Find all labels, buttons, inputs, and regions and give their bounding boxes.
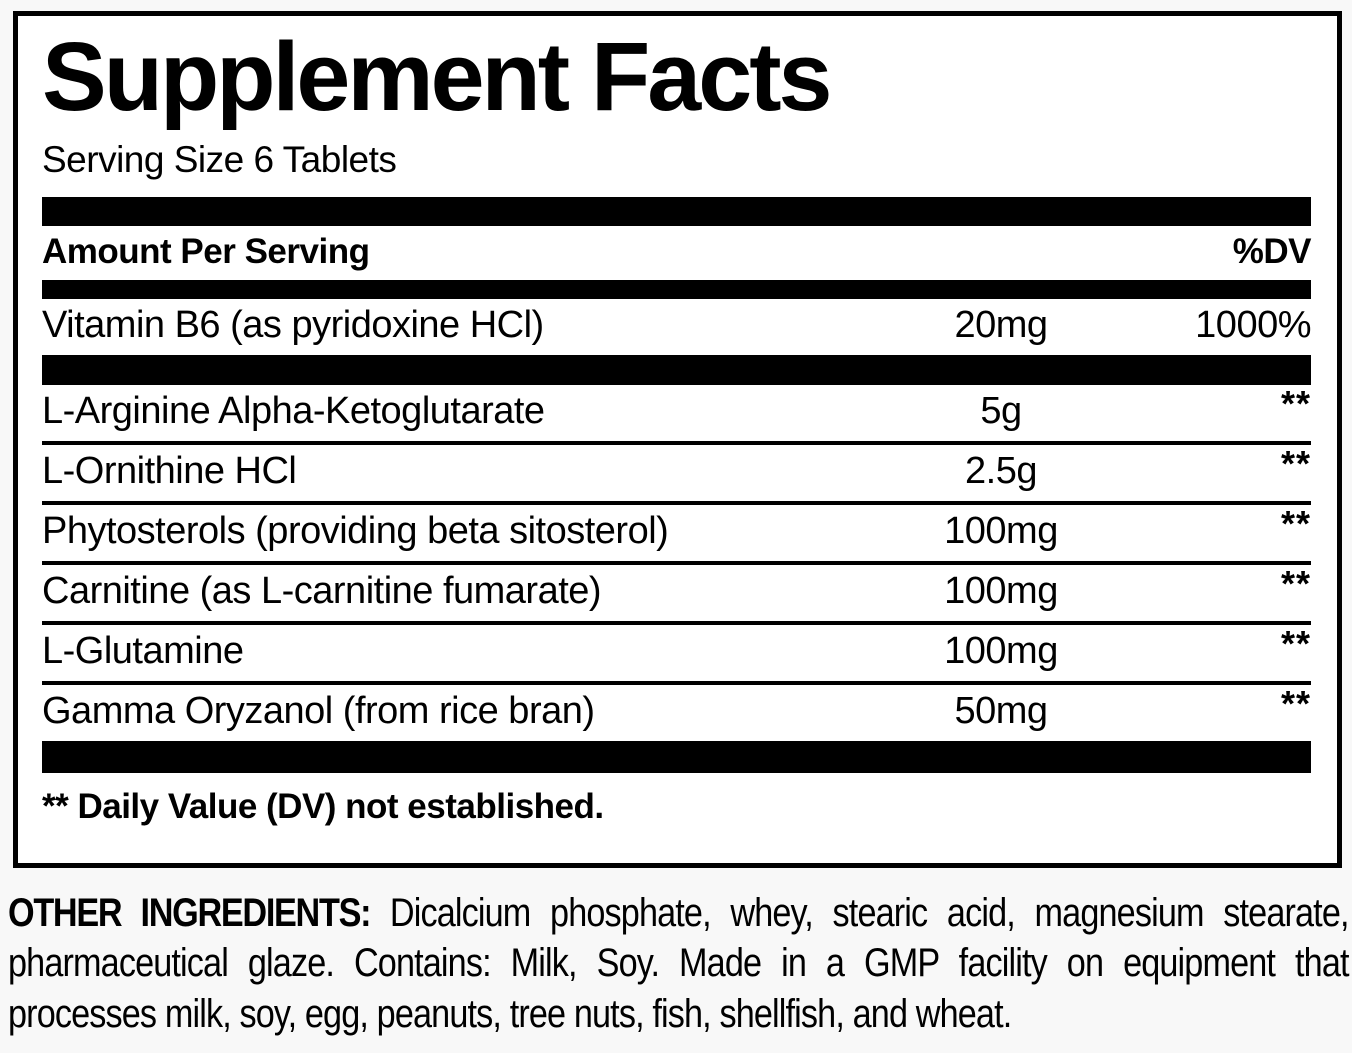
percent-dv-header: %DV — [1232, 231, 1311, 271]
nutrient-name: Carnitine (as L-carnitine fumarate) — [42, 569, 602, 612]
nutrient-dv: ** — [1280, 502, 1311, 544]
table-row — [42, 622, 1311, 681]
table-row — [42, 502, 1311, 561]
nutrient-dv: ** — [1280, 382, 1311, 424]
table-row — [42, 682, 1311, 741]
nutrient-dv: ** — [1280, 622, 1311, 664]
table-row-vitamin-b6 — [42, 299, 1311, 355]
supplement-facts-panel — [13, 11, 1342, 868]
nutrient-dv: ** — [1280, 562, 1311, 604]
nutrient-dv: ** — [1280, 682, 1311, 724]
nutrient-amount: 2.5g — [965, 449, 1037, 492]
table-header-row — [42, 226, 1311, 280]
daily-value-footnote: ** Daily Value (DV) not established. — [42, 786, 604, 826]
amount-per-serving-header: Amount Per Serving — [42, 231, 370, 271]
nutrient-name: Phytosterols (providing beta sitosterol) — [42, 509, 669, 552]
nutrient-amount: 20mg — [954, 303, 1048, 346]
nutrient-name: L-Ornithine HCl — [42, 449, 297, 492]
nutrient-name: Gamma Oryzanol (from rice bran) — [42, 689, 595, 732]
other-ingredients-text: Dicalcium phosphate, whey, stearic acid, magnesium stearate, pharmaceutical glaze. Contains: Milk, Soy. Made in a GMP facility on equipment that processes milk, soy, egg, peanuts, tree nuts, fish, shellfish, and wheat. — [8, 891, 1349, 1036]
nutrient-name: Vitamin B6 (as pyridoxine HCl) — [42, 303, 544, 346]
divider-bar-mid — [42, 355, 1311, 385]
other-ingredients-paragraph — [8, 888, 1349, 1039]
nutrient-name: L-Arginine Alpha-Ketoglutarate — [42, 389, 545, 432]
nutrient-amount: 100mg — [944, 509, 1058, 552]
nutrient-dv: ** — [1280, 442, 1311, 484]
other-ingredients-heading: OTHER INGREDIENTS: — [8, 891, 371, 935]
divider-bar-header — [42, 280, 1311, 299]
table-row — [42, 562, 1311, 621]
serving-size: Serving Size 6 Tablets — [42, 138, 397, 180]
table-row — [42, 382, 1311, 441]
divider-bar-top — [42, 197, 1311, 226]
divider-bar-bottom — [42, 741, 1311, 773]
nutrient-amount: 100mg — [944, 569, 1058, 612]
nutrient-amount: 100mg — [944, 629, 1058, 672]
nutrient-name: L-Glutamine — [42, 629, 244, 672]
nutrient-amount: 50mg — [954, 689, 1048, 732]
table-row — [42, 442, 1311, 501]
nutrient-amount: 5g — [980, 389, 1022, 432]
nutrient-dv: 1000% — [1195, 303, 1311, 346]
supplement-facts-title: Supplement Facts — [42, 22, 830, 131]
